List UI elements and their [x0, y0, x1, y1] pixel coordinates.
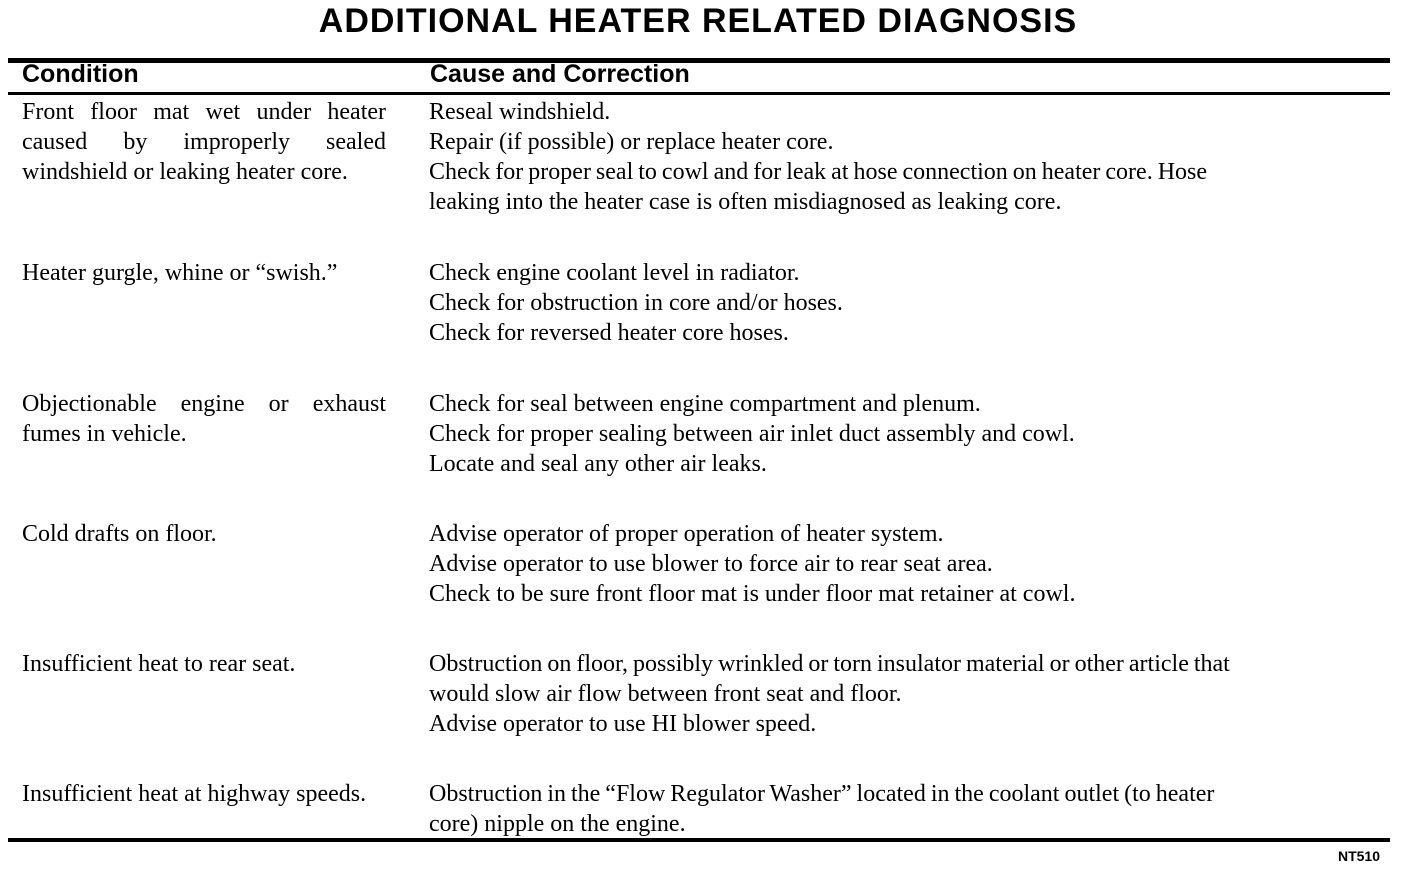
condition-cell: Heater gurgle, whine or “swish.” [22, 260, 338, 286]
cause-cell [429, 519, 1379, 609]
header-rule [8, 92, 1390, 95]
page-title: ADDITIONAL HEATER RELATED DIAGNOSIS [318, 2, 1078, 40]
condition-cell: Objectionable engine or exhaust fumes in vehicle. [22, 391, 386, 447]
cause-line: Obstruction on floor, possibly wrinkled or torn insulator material or other article that [429, 651, 1230, 677]
cause-line: Reseal windshield. [429, 99, 611, 125]
condition-cell: Front floor mat wet under heater caused by improperly sealed windshield or leaking heater core. [22, 99, 386, 185]
cause-line: core) nipple on the engine. [429, 811, 686, 837]
cause-line: Locate and seal any other air leaks. [429, 451, 767, 477]
condition-cell: Insufficient heat to rear seat. [22, 651, 296, 677]
condition-cell: Cold drafts on floor. [22, 521, 217, 547]
cause-cell [429, 258, 1379, 348]
column-header-cause: Cause and Correction [430, 60, 690, 88]
cause-line: Repair (if possible) or replace heater core. [429, 129, 834, 155]
table-top-rule [8, 58, 1390, 63]
cause-line: Check engine coolant level in radiator. [429, 260, 800, 286]
cause-cell [429, 649, 1379, 739]
cause-line: Check to be sure front floor mat is under floor mat retainer at cowl. [429, 581, 1076, 607]
cause-cell [429, 97, 1379, 217]
cause-line: Advise operator to use blower to force air to rear seat area. [429, 551, 993, 577]
condition-cell: Insufficient heat at highway speeds. [22, 781, 367, 807]
cause-line: Check for proper sealing between air inlet duct assembly and cowl. [429, 421, 1075, 447]
cause-line: Check for reversed heater core hoses. [429, 320, 789, 346]
cause-line: leaking into the heater case is often misdiagnosed as leaking core. [429, 189, 1062, 215]
column-header-condition: Condition [22, 60, 139, 88]
cause-line: would slow air flow between front seat and floor. [429, 681, 902, 707]
cause-line: Check for obstruction in core and/or hoses. [429, 290, 843, 316]
table-bottom-rule [8, 838, 1390, 842]
cause-line: Obstruction in the “Flow Regulator Washer” located in the coolant outlet (to heater [429, 781, 1215, 807]
figure-id: NT510 [1337, 848, 1380, 864]
cause-cell [429, 389, 1379, 479]
cause-line: Advise operator to use HI blower speed. [429, 711, 817, 737]
cause-cell [429, 779, 1379, 839]
cause-line: Check for seal between engine compartment and plenum. [429, 391, 981, 417]
cause-line: Check for proper seal to cowl and for leak at hose connection on heater core. Hose [429, 159, 1208, 185]
cause-line: Advise operator of proper operation of heater system. [429, 521, 944, 547]
